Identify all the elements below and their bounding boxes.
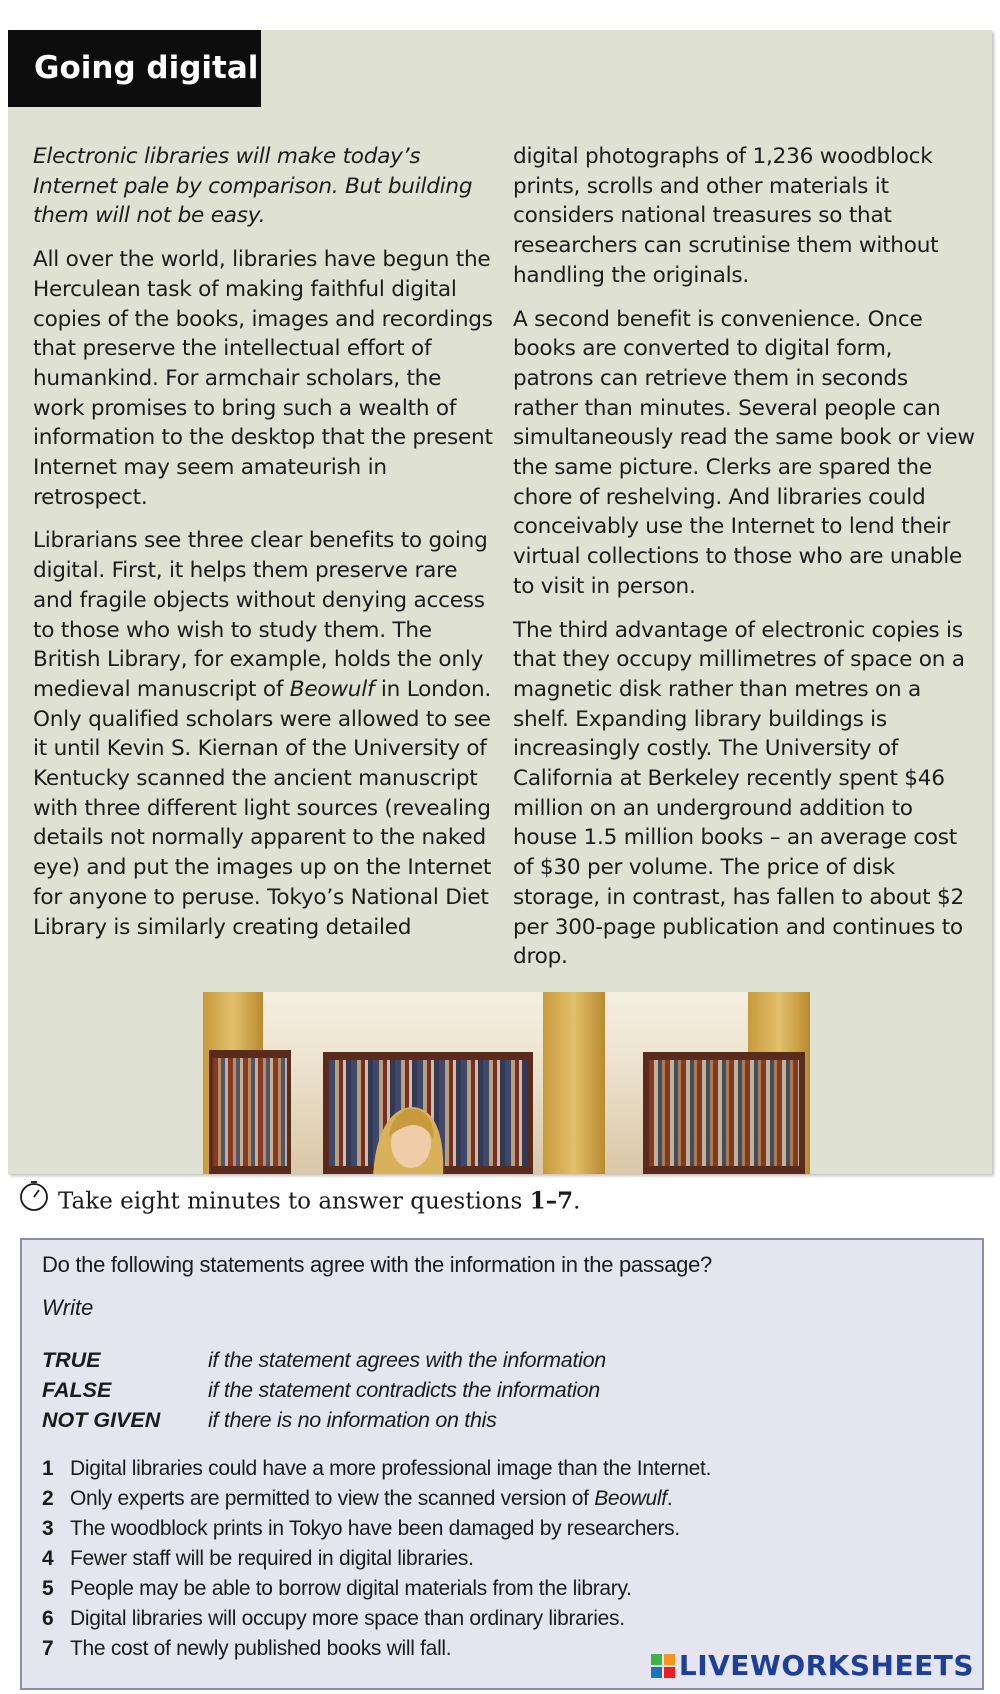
question-text-italic: Beowulf [594, 1487, 667, 1510]
write-label: Write [42, 1295, 94, 1320]
article-paragraph-1: All over the world, libraries have begun the Herculean task of making faithful digital copies of the books, images and recordings that preserve the intellectual effort of humankind. For armchair scholars, the work promises to bring such a wealth of information to the desktop that the present Internet may seem amateurish in retrospect. [33, 247, 493, 510]
legend-desc: if the statement agrees with the information [208, 1348, 606, 1372]
paragraph-2-text-a: Librarians see three clear benefits to going digital. First, it helps them preserve rare and fragile objects without denying access to those who wish to study them. The British Library, for example, holds the only medieval manuscript of [33, 528, 488, 702]
legend-key: TRUE [42, 1348, 101, 1372]
article-paragraph-3: A second benefit is convenience. Once books are converted to digital form, patrons can retrieve them in seconds rather than minutes. Several people can simultaneously read the same book or view the same picture. Clerks are spared the chore of reshelving. And libraries could conceivably use the Internet to lend their virtual collections to those who are unable to visit in person. [513, 306, 975, 599]
logo-square [664, 1654, 675, 1665]
question-text-main: Only experts are permitted to view the scanned version of [70, 1487, 595, 1510]
question-text: People may be able to borrow digital materials from the library. [70, 1577, 632, 1600]
question-item [42, 1514, 711, 1544]
paragraph-2-text-b: in London. Only qualified scholars were allowed to see it until Kevin S. Kiernan of the University of Kentucky scanned the ancient manuscript with three different light sources (revealing details not normally apparent to the naked eye) and put the images up on the Internet for anyone to peruse. Tokyo’s National Diet Library is similarly creating detailed [33, 676, 492, 940]
article-paragraph-4: The third advantage of electronic copies is that they occupy millimetres of space on a magnetic disk rather than metres on a shelf. Expanding library buildings is increasingly costly. The University of California at Berkeley recently spent $46 million on an underground addition to house 1.5 million books – an average cost of $30 per volume. The price of disk storage, in contrast, has fallen to about $2 per 300-page publication and continues to drop. [513, 617, 965, 970]
timer-range: 1–7 [529, 1187, 574, 1215]
question-number: 1 [42, 1457, 54, 1480]
timer-instruction [18, 1180, 918, 1220]
question-number: 2 [42, 1487, 54, 1510]
legend-row [42, 1345, 606, 1375]
question-item [42, 1454, 711, 1484]
article-paragraph-2 [33, 526, 495, 942]
question-list [42, 1454, 711, 1664]
article-lead: Electronic libraries will make today’s Internet pale by comparison. But building them will not be easy. [33, 144, 473, 229]
question-number: 7 [42, 1637, 54, 1660]
question-item [42, 1484, 711, 1514]
legend-row [42, 1405, 606, 1435]
legend-row [42, 1375, 606, 1405]
legend-key: FALSE [42, 1378, 112, 1402]
question-text: The cost of newly published books will fall. [70, 1637, 452, 1660]
questions-instruction: Do the following statements agree with the information in the passage? [42, 1252, 712, 1277]
question-number: 5 [42, 1577, 54, 1600]
question-item [42, 1634, 711, 1664]
legend-desc: if there is no information on this [208, 1408, 497, 1432]
question-number: 4 [42, 1547, 54, 1570]
timer-suffix: . [573, 1188, 581, 1215]
library-photo [203, 992, 810, 1174]
article-title: Going digital [8, 30, 261, 107]
article-column-right [513, 142, 975, 986]
question-text: Fewer staff will be required in digital libraries. [70, 1547, 474, 1570]
article-column-left [33, 142, 495, 956]
logo-square [664, 1667, 675, 1678]
reader-person [353, 1097, 463, 1174]
logo-square [651, 1654, 662, 1665]
beowulf-title: Beowulf [289, 676, 375, 702]
answer-legend [42, 1345, 606, 1435]
question-text: Digital libraries will occupy more space than ordinary libraries. [70, 1607, 625, 1630]
article-panel [8, 30, 992, 1174]
question-item [42, 1544, 711, 1574]
logo-square [651, 1667, 662, 1678]
liveworksheets-logo[interactable] [651, 1649, 974, 1682]
book-rows [649, 1060, 799, 1166]
photo-pillar [543, 992, 605, 1174]
article-paragraph-2-continued: digital photographs of 1,236 woodblock prints, scrolls and other materials it considers national treasures so that researchers can scrutinise them without handling the originals. [513, 144, 939, 288]
questions-panel [20, 1238, 984, 1690]
legend-key: NOT GIVEN [42, 1408, 161, 1432]
legend-desc: if the statement contradicts the information [208, 1378, 600, 1402]
question-text-tail: . [666, 1487, 673, 1510]
question-number: 6 [42, 1607, 54, 1630]
question-text: Digital libraries could have a more professional image than the Internet. [70, 1457, 712, 1480]
question-number: 3 [42, 1517, 54, 1540]
question-item [42, 1574, 711, 1604]
timer-text: Take eight minutes to answer questions [58, 1188, 530, 1215]
question-item [42, 1604, 711, 1634]
brand-grid-icon [651, 1654, 675, 1678]
brand-name: LIVEWORKSHEETS [678, 1649, 974, 1682]
question-text: The woodblock prints in Tokyo have been damaged by researchers. [70, 1517, 680, 1540]
question-text [70, 1484, 672, 1514]
stopwatch-icon [18, 1180, 50, 1225]
book-rows [213, 1058, 287, 1166]
